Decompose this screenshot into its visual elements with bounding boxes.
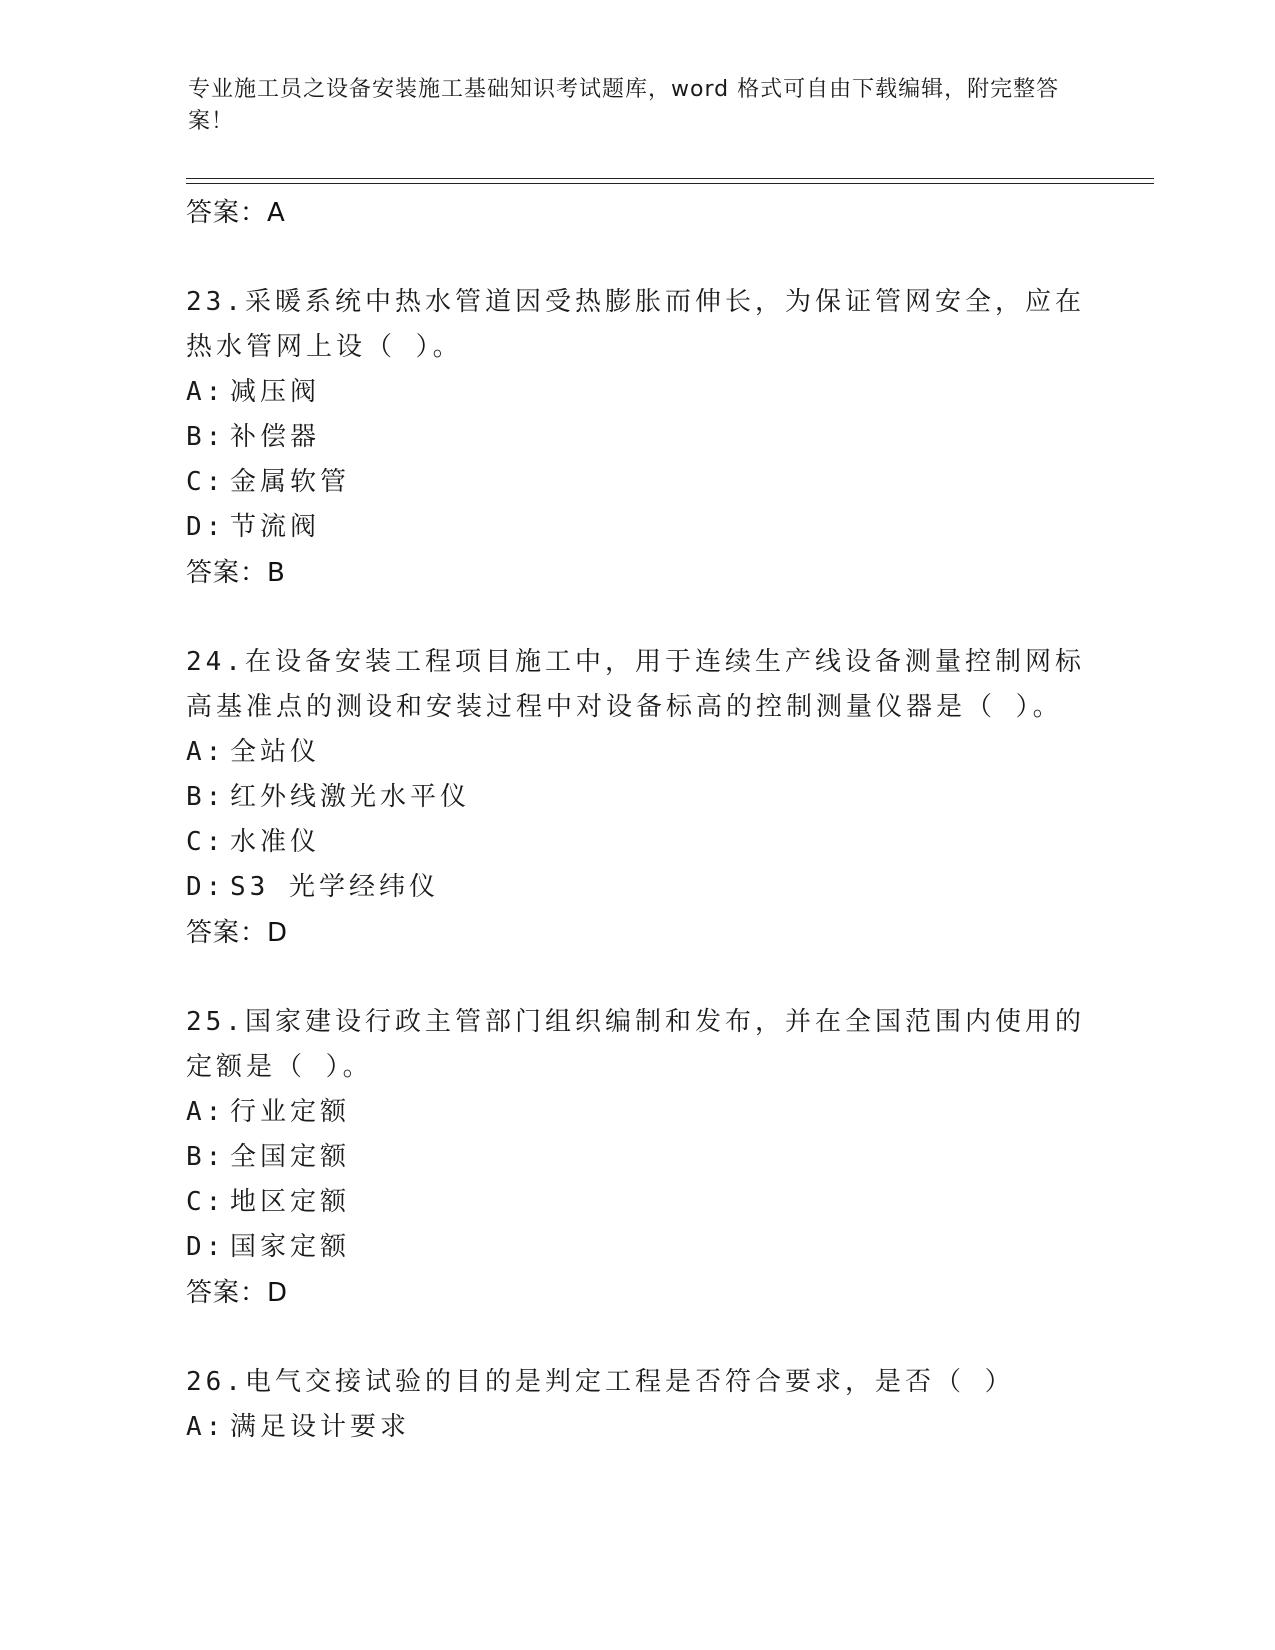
answer-line: 答案：D bbox=[186, 1278, 289, 1308]
answer-value: D bbox=[267, 1278, 289, 1308]
question-text: 26.电气交接试验的目的是判定工程是否符合要求，是否（ ） bbox=[186, 1367, 1015, 1397]
answer-value: D bbox=[267, 918, 289, 948]
option-a: A: 行业定额 bbox=[186, 1097, 351, 1127]
option-a: A: 减压阀 bbox=[186, 377, 321, 407]
question-text: 23.采暖系统中热水管道因受热膨胀而伸长，为保证管网安全，应在热水管网上设（ ）。 bbox=[186, 287, 1085, 362]
question-text: 25.国家建设行政主管部门组织编制和发布，并在全国范围内使用的定额是（ ）。 bbox=[186, 1007, 1085, 1082]
option-a: A: 满足设计要求 bbox=[186, 1412, 411, 1442]
question-block bbox=[186, 280, 1086, 596]
question-block bbox=[186, 1000, 1086, 1316]
answer-line bbox=[186, 190, 1086, 236]
option-b: B: 补偿器 bbox=[186, 422, 321, 452]
header-divider-top bbox=[186, 178, 1154, 179]
document-header: 专业施工员之设备安装施工基础知识考试题库，word 格式可自由下载编辑，附完整答案！ bbox=[188, 77, 1060, 134]
option-b: B: 红外线激光水平仪 bbox=[186, 782, 471, 812]
question-block bbox=[186, 640, 1086, 956]
spacer bbox=[186, 956, 1086, 1000]
answer-line: 答案：D bbox=[186, 918, 289, 948]
option-b: B: 全国定额 bbox=[186, 1142, 351, 1172]
question-text: 24.在设备安装工程项目施工中，用于连续生产线设备测量控制网标高基准点的测设和安装过程中对设备标高的控制测量仪器是（ ）。 bbox=[186, 647, 1085, 722]
option-c: C: 地区定额 bbox=[186, 1187, 351, 1217]
spacer bbox=[186, 236, 1086, 280]
option-d: D: 国家定额 bbox=[186, 1232, 351, 1262]
answer-value: B bbox=[267, 558, 286, 588]
question-block bbox=[186, 1360, 1086, 1450]
question-list bbox=[186, 190, 1086, 1450]
header-divider-bottom bbox=[186, 183, 1154, 184]
option-d: D: S3 光学经纬仪 bbox=[186, 872, 439, 902]
option-c: C: 水准仪 bbox=[186, 827, 321, 857]
spacer bbox=[186, 1316, 1086, 1360]
option-a: A: 全站仪 bbox=[186, 737, 321, 767]
answer-line: 答案：B bbox=[186, 558, 286, 588]
spacer bbox=[186, 596, 1086, 640]
answer-label: 答案： bbox=[186, 198, 268, 228]
option-c: C: 金属软管 bbox=[186, 467, 351, 497]
option-d: D: 节流阀 bbox=[186, 512, 321, 542]
answer-value: A bbox=[267, 198, 286, 228]
